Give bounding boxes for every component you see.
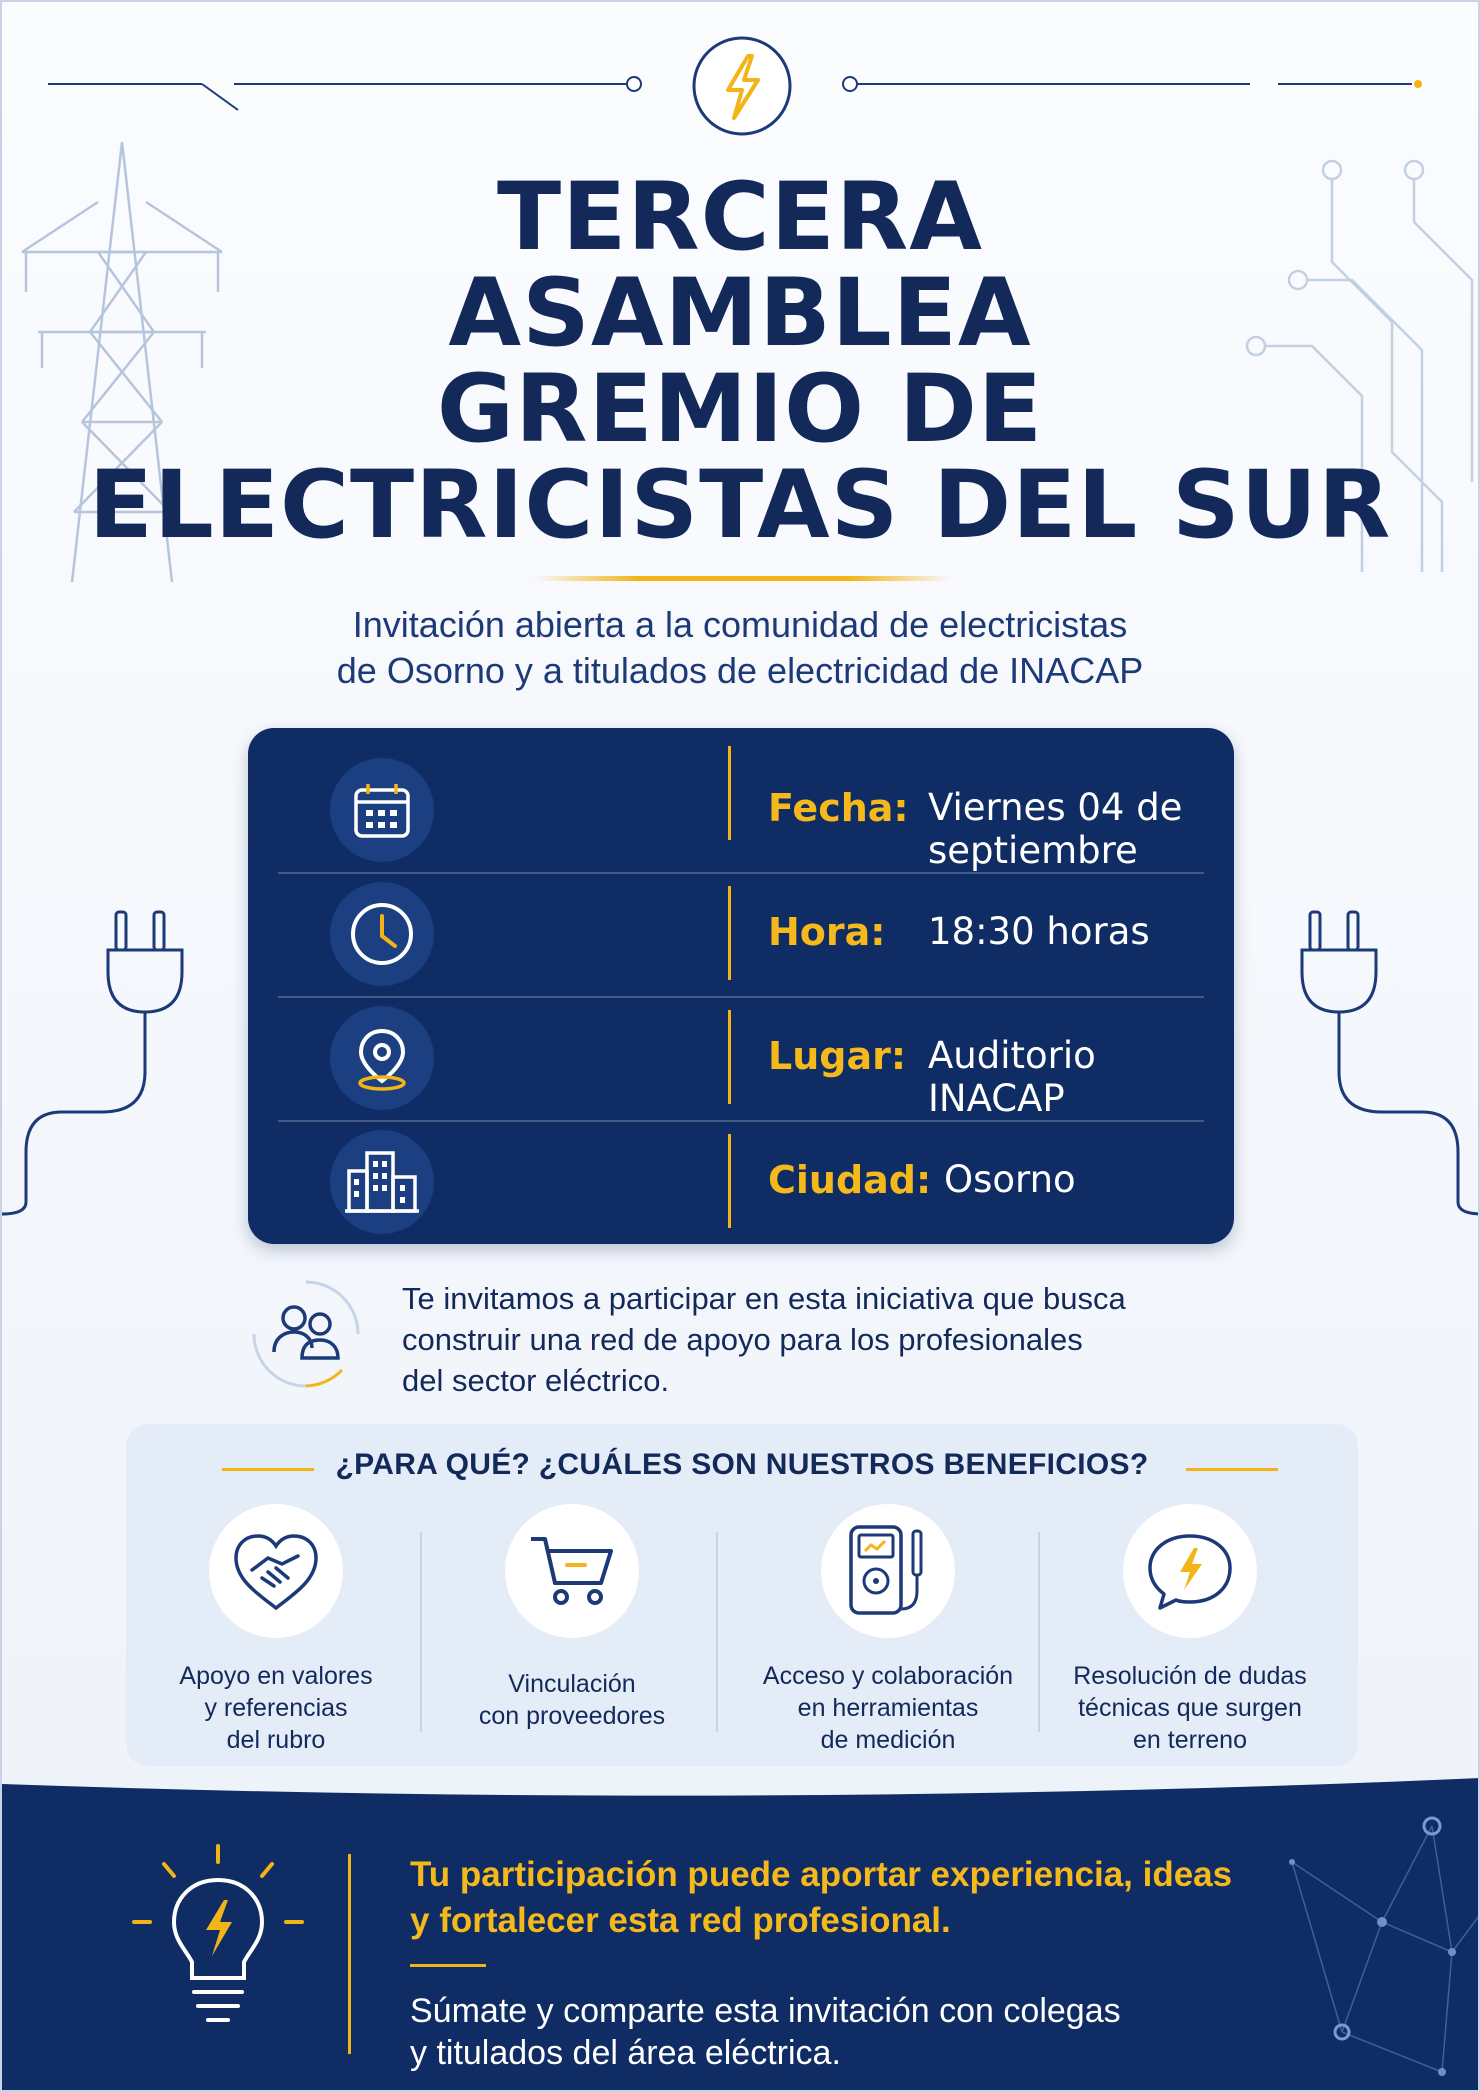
detail-label: Hora:	[768, 910, 886, 954]
footer-cta	[410, 1852, 1310, 1944]
speech-bubble-bolt-icon	[1123, 1504, 1257, 1638]
benefit-item-apoyo	[126, 1504, 426, 1756]
benefit-line: del rubro	[226, 1726, 326, 1754]
detail-row-ciudad	[278, 1120, 1204, 1244]
benefit-separator	[716, 1532, 718, 1732]
row-divider	[728, 1134, 731, 1228]
benefit-line: y referencias	[204, 1694, 348, 1722]
footer-rule	[410, 1964, 486, 1967]
detail-value: Auditorio INACAP	[928, 1034, 1096, 1120]
benefit-line: Resolución de dudas	[1073, 1662, 1307, 1690]
footer-cta-line: Tu participación puede aportar experiencia, ideas	[410, 1855, 1233, 1894]
page-title	[2, 163, 1478, 560]
footer-cta-line: y fortalecer esta red profesional.	[410, 1901, 951, 1940]
plug-right-icon	[1282, 902, 1480, 1222]
calendar-icon	[330, 758, 434, 862]
footer-banner	[2, 1772, 1480, 2092]
subtitle-line: de Osorno y a titulados de electricidad de INACAP	[336, 650, 1144, 691]
benefit-line: de medición	[820, 1726, 956, 1754]
location-pin-icon	[330, 1006, 434, 1110]
detail-row-fecha	[278, 748, 1204, 874]
network-decoration	[1252, 1802, 1480, 2092]
benefit-line: en terreno	[1133, 1726, 1247, 1754]
title-line: ASAMBLEA	[448, 259, 1032, 368]
detail-label: Lugar:	[768, 1034, 907, 1078]
detail-label: Fecha:	[768, 786, 909, 830]
benefit-item-resolucion	[1040, 1504, 1340, 1756]
lightbulb-icon	[128, 1842, 308, 2042]
heading-rule-right	[1186, 1468, 1278, 1471]
title-underline	[534, 576, 952, 581]
benefit-line: Acceso y colaboración	[762, 1662, 1014, 1690]
row-divider	[728, 1010, 731, 1104]
shopping-cart-icon	[505, 1504, 639, 1638]
benefit-line: Apoyo en valores	[179, 1662, 373, 1690]
benefit-text	[422, 1668, 722, 1732]
benefit-line: Vinculación	[508, 1670, 636, 1698]
clock-icon	[330, 882, 434, 986]
detail-row-lugar	[278, 996, 1204, 1122]
detail-value: Osorno	[944, 1158, 1076, 1201]
multimeter-icon	[821, 1504, 955, 1638]
benefit-text	[738, 1660, 1038, 1756]
detail-value: Viernes 04 de septiembre	[928, 786, 1183, 872]
footer-sub-line: y titulados del área eléctrica.	[410, 2034, 841, 2072]
bolt-badge-icon	[690, 34, 794, 138]
people-icon	[250, 1278, 362, 1390]
detail-value: 18:30 horas	[928, 910, 1150, 953]
handshake-heart-icon	[209, 1504, 343, 1638]
footer-sub-line: Súmate y comparte esta invitación con colegas	[410, 1992, 1121, 2030]
benefit-item-vinculacion	[422, 1504, 722, 1732]
benefit-item-herramientas	[738, 1504, 1038, 1756]
detail-label: Ciudad:	[768, 1158, 932, 1202]
title-line: TERCERA	[496, 163, 984, 272]
subtitle	[2, 602, 1478, 694]
benefits-heading: ¿PARA QUÉ? ¿CUÁLES SON NUESTROS BENEFICIOS?	[335, 1448, 1149, 1481]
benefit-line: con proveedores	[478, 1702, 666, 1730]
row-divider	[728, 746, 731, 840]
building-icon	[330, 1130, 434, 1234]
footer-divider	[348, 1854, 351, 2054]
row-divider	[728, 886, 731, 980]
title-line: ELECTRICISTAS DEL SUR	[88, 451, 1392, 560]
invitation-line: construir una red de apoyo para los profesionales	[402, 1322, 1083, 1357]
invitation-line: del sector eléctrico.	[402, 1363, 670, 1398]
benefit-text	[1040, 1660, 1340, 1756]
plug-left-icon	[2, 902, 202, 1222]
invitation-line: Te invitamos a participar en esta iniciativa que busca	[402, 1281, 1126, 1316]
detail-row-hora	[278, 872, 1204, 998]
benefit-line: en herramientas	[797, 1694, 979, 1722]
event-details-card	[248, 728, 1234, 1244]
title-line: GREMIO DE	[436, 355, 1044, 464]
benefit-text	[126, 1660, 426, 1756]
subtitle-line: Invitación abierta a la comunidad de electricistas	[352, 604, 1128, 645]
invitation-text	[402, 1278, 1222, 1401]
benefit-line: técnicas que surgen	[1078, 1694, 1302, 1722]
footer-subtext	[410, 1990, 1310, 2074]
benefits-panel	[126, 1424, 1358, 1766]
